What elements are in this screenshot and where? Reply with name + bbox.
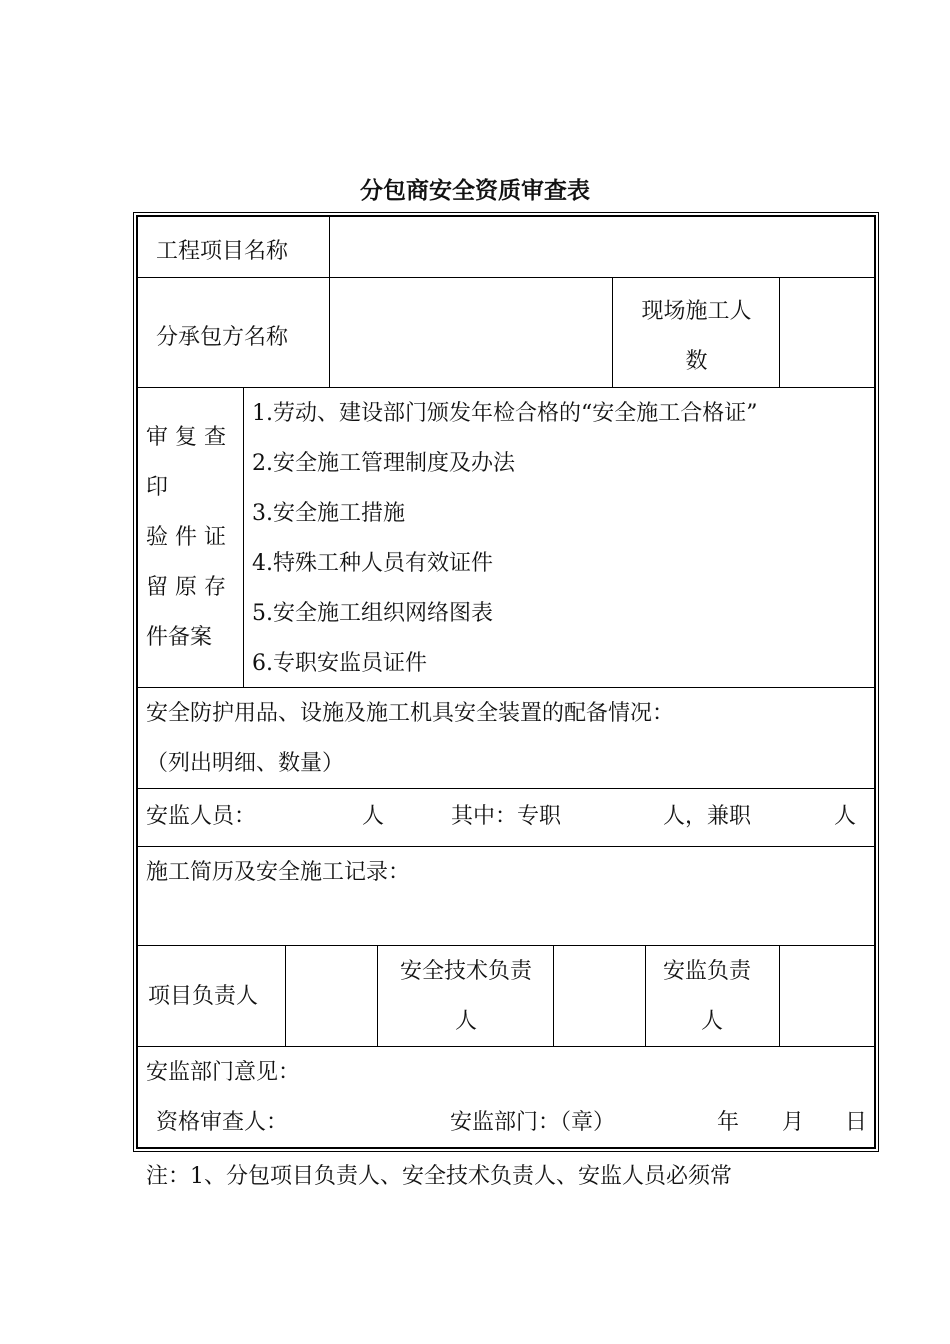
review-label-line: 验 件 证 — [146, 525, 226, 550]
project-name-label: 工程项目名称 — [156, 239, 289, 264]
safety-staff-label: 安监人员： — [146, 804, 257, 829]
month-label: 月 — [782, 1110, 805, 1135]
dept-seal-label: 安监部门：（章） — [450, 1110, 616, 1135]
review-label-line: 审 复 查 — [146, 425, 226, 450]
col-divider — [285, 945, 286, 1046]
day-label: 日 — [845, 1110, 868, 1135]
project-leader-field[interactable] — [287, 947, 375, 1045]
review-label-line: 件备案 — [146, 625, 213, 650]
page-title: 分包商安全资质审查表 — [360, 178, 590, 204]
protective-equipment-label: 安全防护用品、设施及施工机具安全装置的配备情况： — [146, 701, 675, 726]
row-divider — [136, 387, 876, 388]
dept-opinion-label: 安监部门意见： — [146, 1060, 301, 1085]
col-divider — [553, 945, 554, 1046]
year-label: 年 — [717, 1110, 740, 1135]
safety-staff-fulltime-label: 其中：专职 — [451, 804, 562, 829]
supervision-leader-label-line2: 人 — [701, 1009, 724, 1034]
col-divider — [243, 387, 244, 687]
col-divider — [329, 215, 330, 387]
list-item: 3.安全施工措施 — [252, 501, 405, 526]
col-divider — [779, 945, 780, 1046]
row-divider — [136, 846, 876, 847]
col-divider — [779, 277, 780, 387]
site-workers-label-line1: 现场施工人 — [641, 299, 752, 324]
tech-leader-field[interactable] — [555, 947, 643, 1045]
site-workers-label-line2: 数 — [685, 349, 708, 374]
row-divider — [136, 277, 876, 278]
tech-leader-label-line1: 安全技术负责 — [399, 959, 532, 984]
tech-leader-label-line2: 人 — [454, 1009, 477, 1034]
review-items-list — [252, 389, 872, 689]
construction-history-label: 施工简历及安全施工记录： — [146, 860, 411, 885]
list-item: 5.安全施工组织网络图表 — [252, 601, 493, 626]
qualification-table — [136, 215, 876, 1149]
review-label-line: 印 — [146, 475, 169, 500]
safety-staff-unit: 人 — [834, 804, 857, 829]
construction-history-section[interactable] — [146, 848, 866, 943]
list-item: 4.特殊工种人员有效证件 — [252, 551, 493, 576]
supervision-leader-label-line1: 安监负责 — [663, 959, 752, 984]
subcontractor-field[interactable] — [336, 285, 606, 385]
col-divider — [645, 945, 646, 1046]
site-workers-field[interactable] — [782, 285, 872, 385]
review-label-line: 留 原 存 — [146, 575, 226, 600]
project-name-field[interactable] — [336, 227, 866, 277]
protective-equipment-hint: （列出明细、数量） — [146, 751, 345, 776]
col-divider — [612, 277, 613, 387]
footnote: 注：1、分包项目负责人、安全技术负责人、安监人员必须常 — [146, 1164, 732, 1189]
safety-staff-parttime-label: 人，兼职 — [663, 804, 752, 829]
safety-staff-unit: 人 — [362, 804, 385, 829]
subcontractor-label: 分承包方名称 — [156, 325, 289, 350]
list-item: 2.安全施工管理制度及办法 — [252, 451, 515, 476]
col-divider — [377, 945, 378, 1046]
reviewer-label: 资格审查人： — [156, 1110, 289, 1135]
row-divider — [136, 945, 876, 946]
project-leader-label: 项目负责人 — [148, 984, 259, 1009]
list-item: 6.专职安监员证件 — [252, 651, 427, 676]
review-label — [146, 413, 241, 663]
protective-equipment-section[interactable] — [146, 689, 866, 789]
list-item: 1.劳动、建设部门颁发年检合格的“安全施工合格证” — [252, 401, 758, 426]
supervision-leader-field[interactable] — [781, 947, 871, 1045]
